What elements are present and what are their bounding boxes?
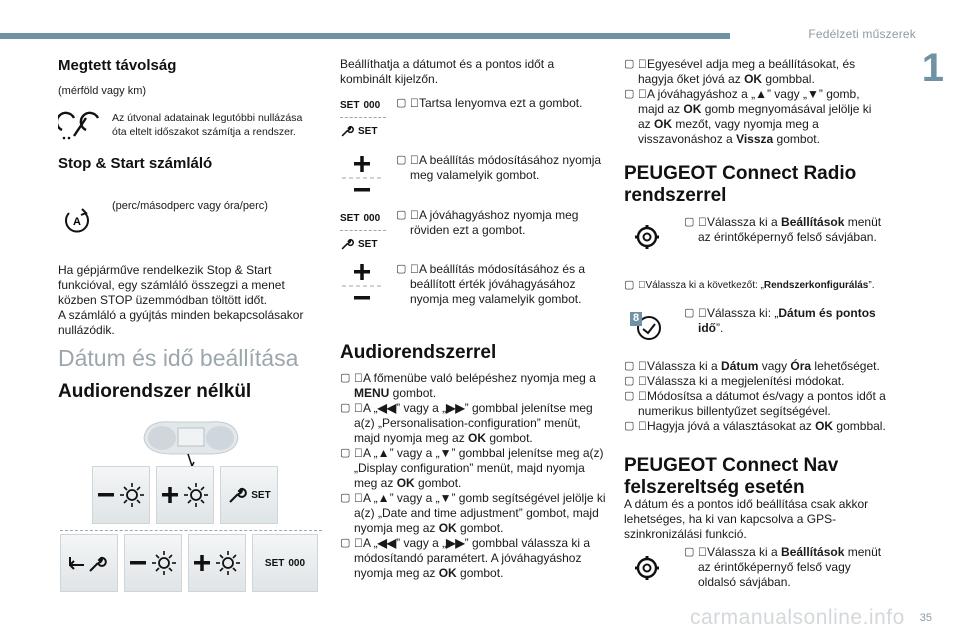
stopstart-icon [62,205,92,235]
set-label: SET [340,213,360,224]
nav-step-1: ▢ Válassza ki a Beállítások menüt az érintőképernyő felső vagy oldalsó sávjában. [684,545,882,589]
key-plus-brightness[interactable] [156,466,214,524]
audio-heading: Audiorendszerrel [340,342,497,363]
wrench-icon [340,237,354,251]
set-000-icon-2 [340,213,386,253]
chapter-number: 1 [921,46,944,90]
radio-step-7: ▢ Hagyja jóvá a választásokat az OK gombbal. [624,419,886,433]
key-minus-brightness-2[interactable] [124,534,182,592]
key-minus-brightness[interactable] [92,466,150,524]
dashboard-diagram [60,410,322,590]
dashboard-outline-icon [60,410,322,470]
header-bar [0,33,730,39]
set-label: SET [264,557,285,569]
nav-paragraph: A dátum és a pontos idő beállítása csak akkor lehetséges, ha ki van kapcsolva a GPS-szinkronizálási funkció. [624,497,869,541]
col2-step-3: ▢ A jóváhagyáshoz nyomja meg röviden ezt a gombot. [396,208,579,237]
clock-icon [630,312,664,342]
radio-step-5: ▢ Válassza ki a megjelenítési módokat. [624,374,845,388]
stopstart-paragraph-2: A számláló a gyújtás minden bekapcsolásakor nullázódik. [58,308,304,337]
svg-text:A: A [73,216,81,228]
stopstart-units: (perc/másodperc vagy óra/perc) [112,200,268,212]
wrench-icon [340,124,354,138]
page-number: 35 [919,612,932,624]
audio-bullet-1: ▢ A főmenübe való belépéshez nyomja meg a MENU gombot. [340,371,596,400]
col2-step-2: ▢ A beállítás módosításához nyomja meg valamelyik gombot. [396,153,602,182]
col2-intro: Beállíthatja a dátumot és a pontos időt a kombinált kijelzőn. [340,57,555,86]
distance-description: Az útvonal adatainak legutóbbi nullázása óta eltelt időszakot számítja a rendszer. [112,112,303,138]
distance-title: Megtett távolság [58,57,177,74]
radio-step-6: ▢ Módosítsa a dátumot és/vagy a pontos időt a numerikus billentyűzet segítségével. [624,389,886,418]
col2-step-4: ▢ A beállítás módosításához és a beállított érték jóváhagyásához nyomja meg valamelyik gombot. [396,262,586,306]
gear-icon [634,224,660,250]
gear-icon-2 [634,555,660,581]
keypad-divider [60,530,322,531]
radio-step-1: ▢ Válassza ki a Beállítások menüt az érintőképernyő felső sávjában. [684,215,882,244]
section-title: Fedélzeti műszerek [808,27,916,41]
key-back-wrench[interactable] [60,534,118,592]
audio-bullets [340,371,606,581]
set-label: SET [340,100,360,111]
zero-label: 000 [288,557,306,569]
audio-bullet-3: ▢ A „▲” vagy a „▼” gombbal jelenítse meg a(z) „Display configuration” menüt, majd nyomja meg az OK gombot. [340,446,604,490]
key-wrench-set[interactable] [220,466,278,524]
stopstart-title: Stop & Start számláló [58,155,213,172]
audio-bullet-2: ▢ A „◀◀” vagy a „▶▶” gombbal jelenítse meg a(z) „Personalisation-configuration” menüt, majd nyomja meg az OK gombot. [340,401,593,445]
no-audio-heading: Audiorendszer nélkül [58,381,252,402]
zero-label: 000 [363,213,381,224]
radio-heading: PEUGEOT Connect Radio rendszerrel [624,163,857,206]
col2-step-1: ▢ Tartsa lenyomva ezt a gombot. [396,96,583,110]
set-label: SET [358,238,378,250]
watermark: carmanualsonline.info [690,606,905,629]
set-000-icon [340,100,386,140]
plus-minus-icon [340,156,386,198]
radio-step-4: ▢ Válassza ki a Dátum vagy Óra lehetőséget. [624,359,880,373]
distance-units: (mérföld vagy km) [58,85,147,97]
key-set-000[interactable] [252,534,318,592]
audio-bullet-4: ▢ A „▲” vagy a „▼” gomb segítségével jelölje ki a(z) „Date and time adjustment” gombot, majd nyomja meg az OK gombot. [340,491,606,535]
nav-heading: PEUGEOT Connect Nav felszereltség esetén [624,455,839,498]
set-label: SET [251,489,271,501]
date-time-heading: Dátum és idő beállítása [58,345,299,371]
wrench-icon [227,485,247,505]
radio-step-3: ▢ Válassza ki: „Dátum és pontos idő”. [684,306,876,335]
badge-8: 8 [633,312,640,324]
radio-step-2: ▢ Válassza ki a következőt: „Rendszerkonfigurálás”. [624,279,875,291]
audio-bullet-5: ▢ A „◀◀” vagy a „▶▶” gombbal válassza ki a módosítandó paramétert. A jóváhagyáshoz nyomja meg az OK gombot. [340,536,591,580]
col3-top-bullets [624,57,886,147]
radio-more-steps [624,359,886,434]
distance-icon [58,108,102,142]
col3-bullet-1: ▢ Egyesével adja meg a beállításokat, és hagyja őket jóvá az OK gombbal. [624,57,856,86]
stopstart-paragraph-1: Ha gépjárművе rendelkezik Stop & Start funkcióval, egy számláló összegzi a menet közben STOP üzemmódban töltött időt. [58,263,285,307]
col3-bullet-2: ▢ A jóváhagyáshoz a „▲” vagy „▼” gomb, majd az OK gomb megnyomásával jelölje ki az OK mezőt, vagy nyomja meg a visszavonáshoz a Vissza gombot. [624,87,872,146]
key-plus-brightness-2[interactable] [188,534,246,592]
zero-label: 000 [363,100,381,111]
set-label: SET [358,125,378,137]
plus-minus-icon-2 [340,264,386,306]
